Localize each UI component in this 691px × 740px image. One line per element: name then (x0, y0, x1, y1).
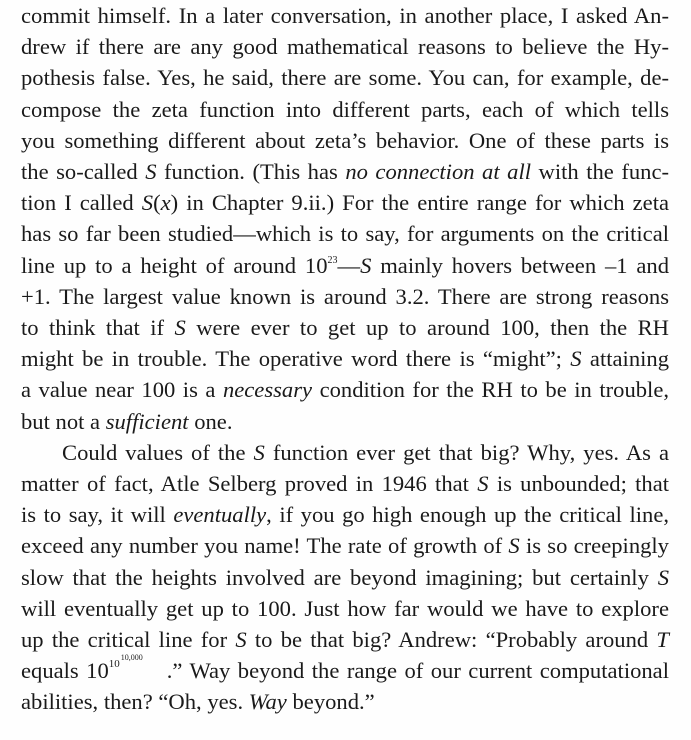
text-run: is so creepingly (519, 533, 669, 559)
text-run: .” Way beyond the range of our current computational (166, 658, 669, 684)
italic-text: necessary (222, 377, 313, 403)
text-run: drew if there are any good mathematical reasons to believe the Hy- (21, 34, 669, 60)
text-run: to be that big? Andrew: “Probably around (246, 627, 657, 652)
text-run: mainly hovers between –1 and (371, 252, 669, 278)
text-run: is to say, it will (21, 502, 174, 528)
text-run: compose the zeta function into different parts, each of which tells (21, 96, 669, 122)
italic-text: no connection at all (345, 159, 532, 184)
text-line (21, 281, 669, 312)
text-run: to think that if (21, 315, 175, 340)
text-run: function ever get that big? Why, yes. As a (264, 439, 669, 465)
text-line (21, 530, 669, 561)
italic-text: S (253, 439, 265, 465)
text-run: with the func- (531, 159, 670, 184)
text-run: attaining (581, 346, 669, 372)
text-run: tion I called (21, 190, 142, 216)
superscript-text: 23 (327, 254, 338, 266)
italic-text: S (570, 346, 582, 372)
italic-text: S (477, 471, 489, 496)
text-run: one. (188, 408, 233, 434)
text-line (21, 0, 669, 31)
text-run: pothesis false. Yes, he said, there are some. You can, for example, de- (21, 65, 669, 91)
text-line (21, 562, 669, 593)
italic-text: S (360, 252, 372, 278)
text-line (21, 406, 669, 437)
text-run: you something different about zeta’s behavior. One of these parts is (21, 127, 669, 153)
text-line (21, 31, 669, 62)
exponent-tower (109, 655, 167, 669)
text-run: matter of fact, Atle Selberg proved in 1946 that (21, 471, 478, 496)
text-run: +1. The largest value known is around 3.2. There are strong reasons (21, 283, 669, 309)
text-run: commit himself. In a later conversation, in another place, I asked An- (21, 3, 669, 28)
text-line (21, 624, 669, 655)
text-run: beyond.” (286, 689, 375, 715)
text-run: will eventually get up to 100. Just how far would we have to explore (21, 595, 669, 621)
text-run: ( (153, 190, 161, 216)
text-line (21, 94, 669, 125)
text-run: might be in trouble. The operative word there is “might”; (21, 346, 571, 372)
text-run: function. (This has (156, 159, 346, 184)
text-run: a value near 100 is a (21, 377, 223, 403)
text-run: exceed any number you name! The rate of growth of (21, 533, 509, 559)
italic-text: S (657, 564, 669, 590)
text-line (21, 312, 669, 343)
exponent-power: 10,000 (120, 653, 143, 663)
text-line (21, 593, 669, 624)
text-line (21, 187, 669, 218)
italic-text: S (174, 315, 186, 340)
text-run: condition for the RH to be in trouble, (312, 377, 670, 403)
italic-text: Way (248, 689, 287, 715)
text-run: Could values of the (62, 439, 254, 465)
italic-text: x (160, 190, 171, 216)
text-line (21, 468, 669, 499)
text-line (21, 374, 669, 405)
italic-text: sufficient (105, 408, 189, 434)
text-line (21, 686, 669, 717)
text-run: — (337, 252, 361, 278)
exponent-base: 10 (108, 658, 120, 671)
text-run: abilities, then? “Oh, yes. (21, 689, 249, 715)
text-line (21, 499, 669, 530)
text-line (21, 655, 669, 686)
text-run: the so-called (21, 159, 146, 184)
italic-text: S (235, 627, 247, 652)
italic-text: S (141, 190, 154, 216)
italic-text: S (508, 533, 520, 559)
text-run: were ever to get up to around 100, then the RH (185, 315, 670, 340)
text-line (21, 125, 669, 156)
italic-text: eventually (173, 502, 267, 528)
text-line (21, 62, 669, 93)
text-run: has so far been studied—which is to say, for arguments on the critical (21, 221, 669, 247)
text-line (21, 218, 669, 249)
text-line (21, 156, 669, 187)
text-run: up the critical line for (21, 627, 236, 652)
italic-text: S (145, 159, 157, 184)
text-line (62, 437, 669, 468)
text-run: , if you go high enough up the critical line, (266, 502, 669, 528)
text-run: but not a (21, 408, 106, 434)
text-line (21, 343, 669, 374)
text-run: is unbounded; that (488, 471, 670, 496)
text-run: ) in Chapter 9.ii.) For the entire range for which zeta (170, 190, 669, 216)
italic-text: T (656, 627, 669, 652)
text-run: slow that the heights involved are beyond imagining; but certainly (21, 564, 658, 590)
text-run: line up to a height of around 10 (21, 252, 328, 278)
text-line (21, 250, 669, 281)
text-run: equals 10 (21, 658, 109, 684)
